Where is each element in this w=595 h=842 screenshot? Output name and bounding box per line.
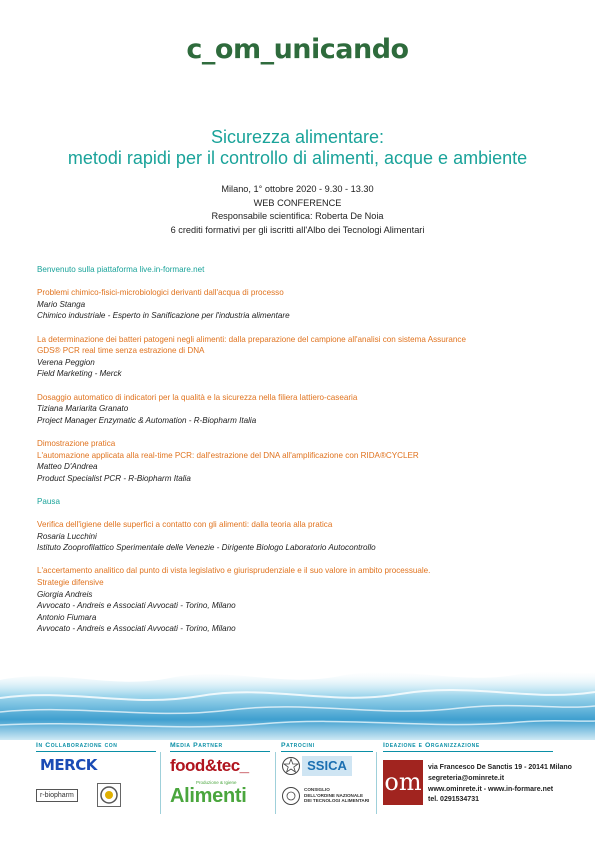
event-meta (0, 183, 595, 237)
program-item-4 (37, 438, 562, 484)
event-title (0, 127, 595, 169)
speaker-name: Rosaria Lucchini (37, 531, 97, 541)
talk-title: Verifica dell'igiene delle superfici a contatto con gli alimenti: dalla teoria alla pratica (37, 520, 333, 530)
divider (36, 751, 156, 752)
alimenti-logo: Alimenti (170, 785, 247, 807)
speaker-role: Product Specialist PCR - R-Biopharm Italia (37, 473, 191, 483)
consiglio-logo-text (304, 787, 369, 804)
ssica-logo: SSICA (302, 756, 352, 776)
talk-title: La determinazione dei batteri patogeni negli alimenti: dalla preparazione del campione all'analisi con sistema Assurance (37, 334, 466, 344)
contact-website[interactable]: www.ominrete.it - www.in-formare.net (428, 785, 554, 793)
label-collaboration: In Collaborazione con (36, 742, 118, 749)
program-item-3 (37, 392, 562, 427)
event-credits: 6 crediti formativi per gli iscritti all'Albo dei Tecnologi Alimentari (170, 224, 425, 235)
merck-logo: MERCK (40, 756, 97, 774)
program (37, 264, 562, 647)
program-item-2 (37, 334, 562, 380)
talk-title-cont: GDS® PCR real time senza estrazione di DNA (37, 346, 205, 356)
label-media-partner: Media Partner (170, 742, 223, 749)
talk-title: Dosaggio automatico di indicatori per la qualità e la sicurezza nella filiera lattiero-casearia (37, 392, 358, 402)
footer-labels (0, 742, 595, 754)
welcome-item (37, 264, 562, 276)
label-patrocini: Patrocini (281, 742, 315, 749)
speaker-role: Avvocato - Andreis e Associati Avvocati - Torino, Milano (37, 601, 236, 611)
speaker-name: Giorgia Andreis (37, 589, 93, 599)
divider (383, 751, 553, 752)
event-format: WEB CONFERENCE (253, 197, 342, 208)
divider (170, 751, 270, 752)
speaker-role: Field Marketing - Merck (37, 369, 122, 379)
contact-address: via Francesco De Sanctis 19 - 20141 Milano (428, 764, 572, 771)
title-line-1: Sicurezza alimentare: (210, 127, 385, 147)
talk-title: Dimostrazione pratica (37, 438, 116, 448)
speaker-name: Matteo D'Andrea (37, 462, 98, 472)
speaker-role: Istituto Zooprofilattico Sperimentale delle Venezie - Dirigente Biologo Laboratorio Autocontrollo (37, 543, 376, 553)
talk-title: Problemi chimico-fisici-microbiologici derivanti dall'acqua di processo (37, 288, 284, 298)
speaker-name: Verena Peggion (37, 357, 95, 367)
divider (376, 752, 377, 814)
speaker-role: Project Manager Enzymatic & Automation - R-Biopharm Italia (37, 415, 257, 425)
foodtec-logo: food&tec_ (170, 756, 249, 775)
label-ideazione: Ideazione e Organizzazione (383, 742, 480, 749)
divider (281, 751, 373, 752)
program-item-6 (37, 565, 562, 635)
divider (160, 752, 161, 814)
pause-item (37, 496, 562, 508)
welcome-text: Benvenuto sulla piattaforma live.in-formare.net (37, 265, 205, 274)
speaker-name: Mario Stanga (37, 299, 86, 309)
talk-title-cont: Strategie difensive (37, 578, 104, 588)
talk-title-cont: L'automazione applicata alla real-time PCR: dall'estrazione del DNA all'amplificazione con RIDA®CYCLER (37, 450, 419, 460)
water-splash-image (0, 650, 595, 740)
speaker-name: Antonio Fiumara (37, 612, 97, 622)
talk-title: L'accertamento analitico dal punto di vista legislativo e giurisprudenziale e il suo valore in ambito processuale. (37, 566, 431, 576)
rbiopharm-emblem-icon (97, 783, 121, 807)
speaker-name: Tiziana Mariarita Granato (37, 404, 129, 414)
brand-logo: c_om_unicando (186, 34, 409, 65)
contact-email[interactable]: segreteria@ominrete.it (428, 774, 505, 782)
om-logo: om (383, 760, 423, 805)
program-item-1 (37, 287, 562, 322)
organizer-contact (428, 763, 572, 806)
consiglio-emblem-icon (281, 786, 301, 806)
program-item-5 (37, 519, 562, 554)
title-line-2: metodi rapidi per il controllo di alimenti, acque e ambiente (67, 148, 528, 168)
contact-phone: tel. 0291534731 (428, 796, 479, 804)
pause-text: Pausa (37, 496, 60, 506)
consiglio-line-2: DELL'ORDINE NAZIONALE (304, 792, 364, 798)
divider (275, 752, 276, 814)
rbiopharm-logo: r-biopharm (36, 789, 78, 802)
speaker-role: Chimico industriale - Esperto in Sanificazione per l'industria alimentare (37, 311, 290, 321)
alimenti-tagline: Produzione & Igiene (196, 780, 237, 785)
italian-republic-emblem-icon (281, 755, 301, 777)
event-date: Milano, 1° ottobre 2020 - 9.30 - 13.30 (221, 184, 374, 194)
consiglio-line-1: CONSIGLIO (304, 787, 330, 792)
speaker-role: Avvocato - Andreis e Associati Avvocati - Torino, Milano (37, 624, 236, 634)
event-responsible: Responsabile scientifica: Roberta De Noia (211, 211, 384, 222)
consiglio-line-3: DEI TECNOLOGI ALIMENTARI (304, 798, 370, 803)
